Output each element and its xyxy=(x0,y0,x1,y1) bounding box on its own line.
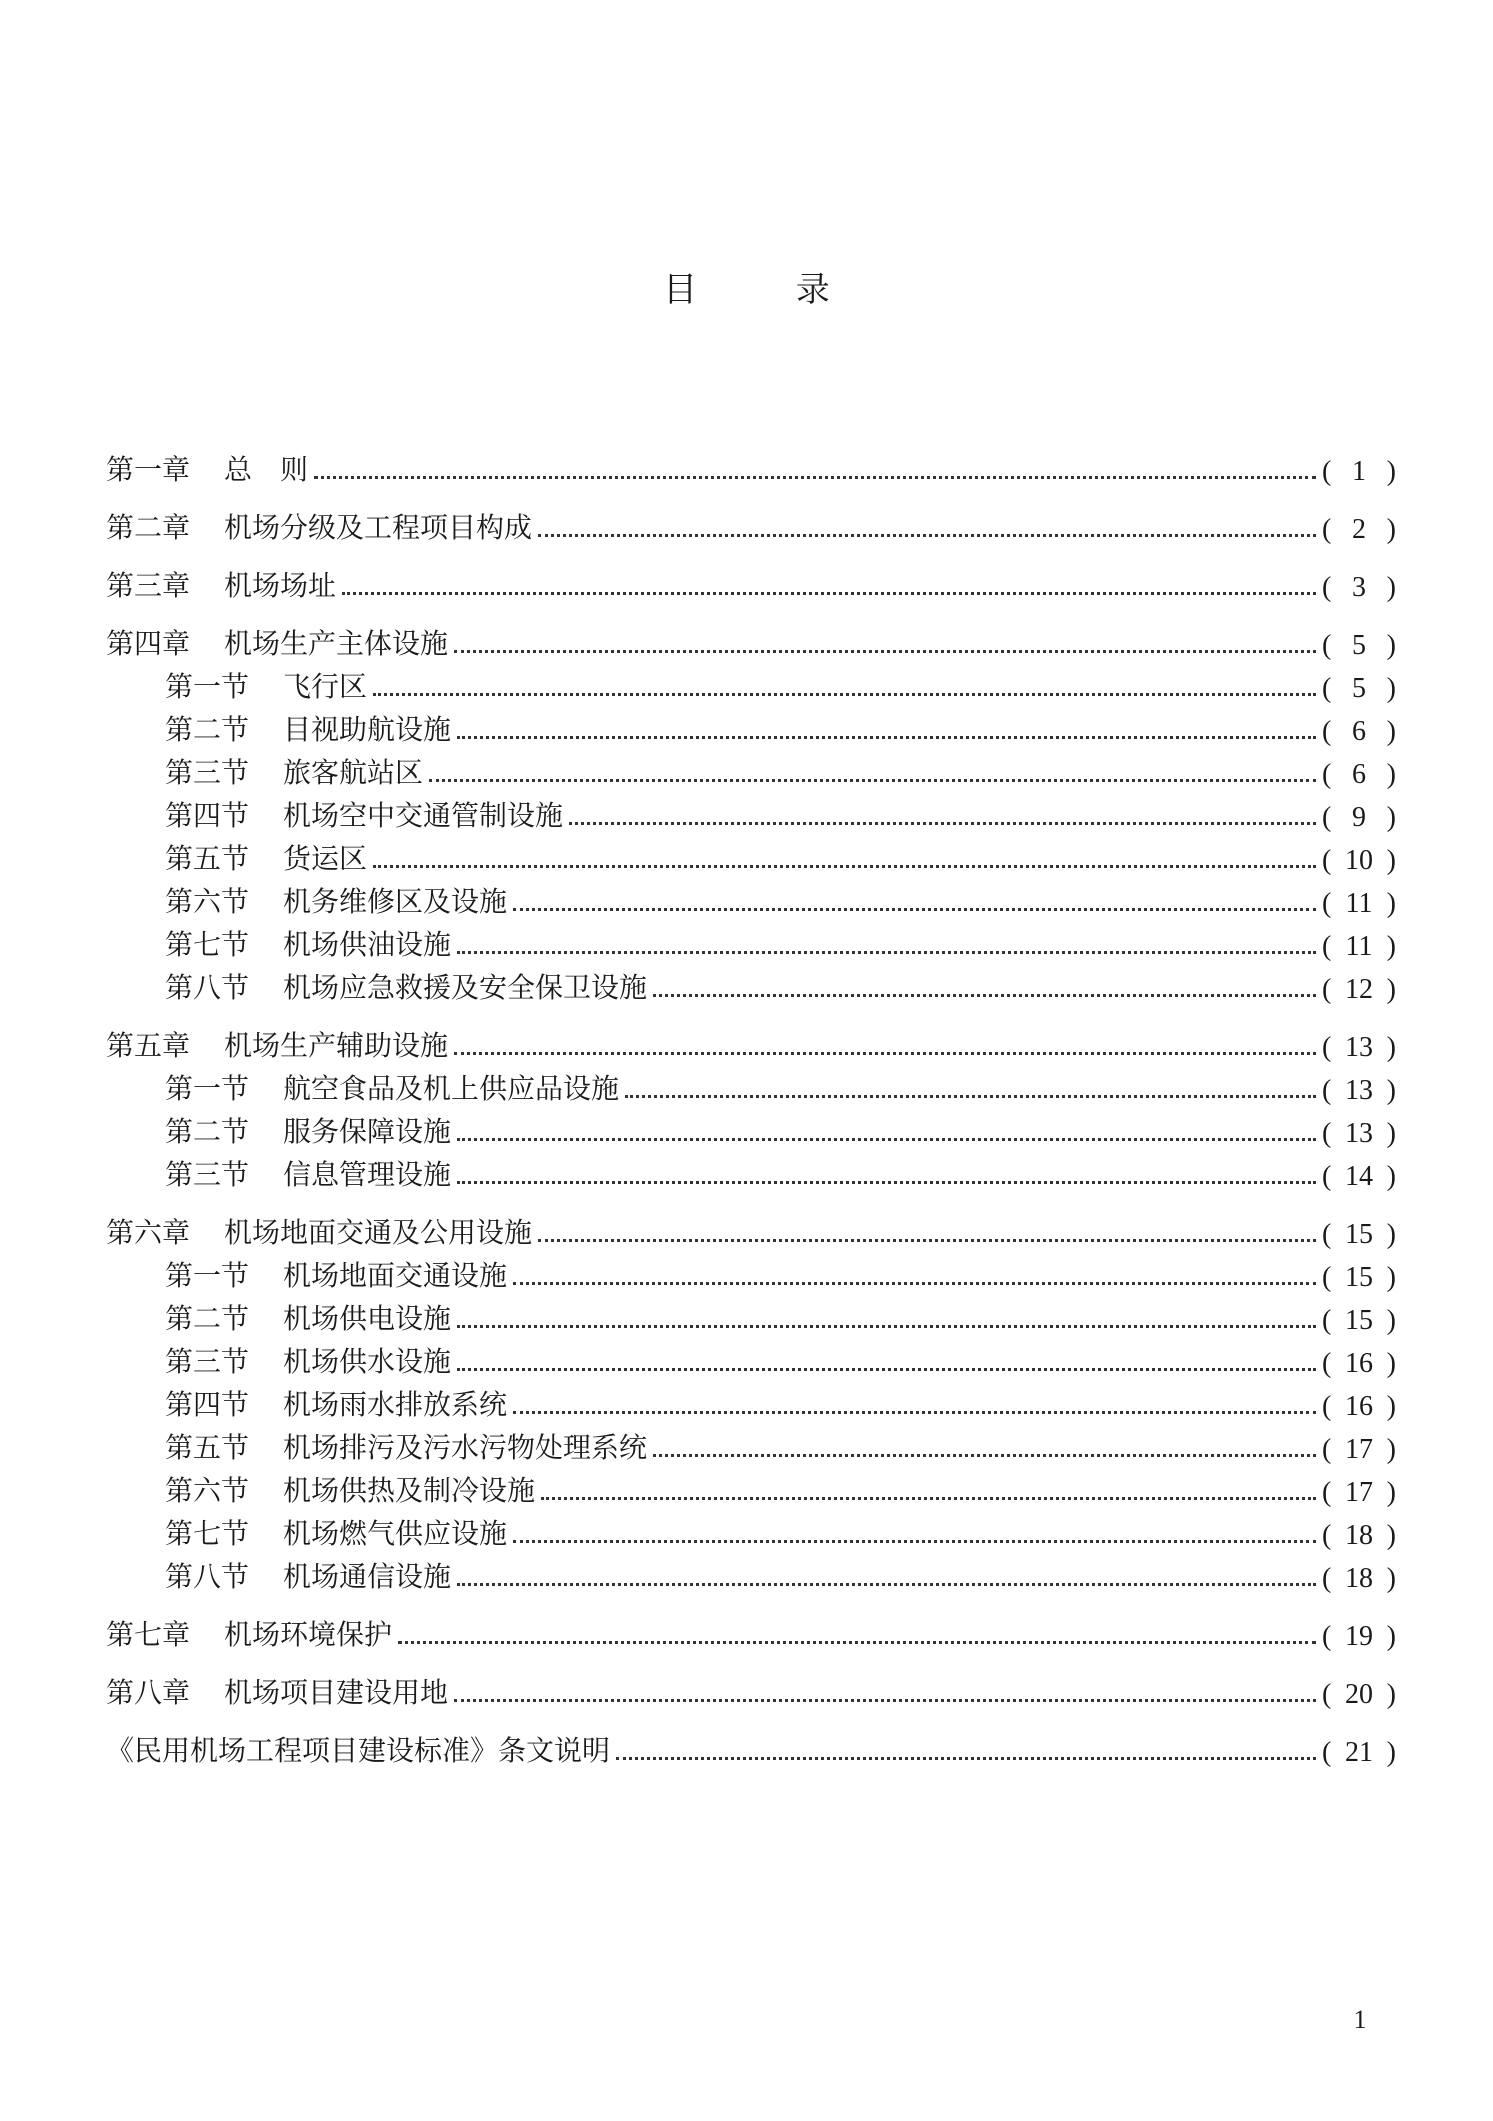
toc-entry-label xyxy=(106,1024,448,1064)
toc-page-ref xyxy=(1322,716,1396,748)
toc-section-entry[interactable] xyxy=(106,1107,1396,1150)
dot-leader xyxy=(538,1239,1316,1242)
page-ref-open-paren: ( xyxy=(1322,931,1332,962)
toc-page-ref xyxy=(1322,845,1396,877)
page-ref-open-paren: ( xyxy=(1322,759,1332,790)
toc-page-number: 6 xyxy=(1352,759,1366,790)
toc-entry-label xyxy=(165,1469,535,1509)
toc-entry-prefix: 第八节 xyxy=(165,1560,250,1593)
toc-page-ref xyxy=(1322,974,1396,1006)
toc-page-ref xyxy=(1322,931,1396,963)
toc-page-number: 9 xyxy=(1352,802,1366,833)
toc-entry-title: 飞行区 xyxy=(283,670,368,703)
page-ref-open-paren: ( xyxy=(1322,1305,1332,1336)
toc-chapter-entry[interactable] xyxy=(106,1595,1396,1653)
toc-page-number: 13 xyxy=(1345,1118,1373,1149)
toc-entry-title: 货运区 xyxy=(283,842,368,875)
toc-entry-title: 机场通信设施 xyxy=(283,1560,452,1593)
toc-entry-title: 机场应急救援及安全保卫设施 xyxy=(283,971,648,1004)
toc-page-number: 1 xyxy=(1352,456,1366,487)
toc-section-entry[interactable] xyxy=(106,877,1396,920)
toc-entry-title: 机场地面交通及公用设施 xyxy=(224,1216,533,1249)
toc-page-number: 16 xyxy=(1345,1348,1373,1379)
toc-entry-label xyxy=(106,506,532,546)
dot-leader xyxy=(398,1641,1316,1644)
page-ref-close-paren: ) xyxy=(1386,1679,1396,1710)
toc-entry-label xyxy=(106,1211,532,1251)
dot-leader xyxy=(373,865,1316,868)
toc-entry-label xyxy=(165,1067,619,1107)
toc-section-entry[interactable] xyxy=(106,662,1396,705)
page-ref-open-paren: ( xyxy=(1322,630,1332,661)
page-ref-close-paren: ) xyxy=(1386,845,1396,876)
toc-section-entry[interactable] xyxy=(106,1294,1396,1337)
toc-entry-title: 机场雨水排放系统 xyxy=(283,1388,508,1421)
toc-entry-prefix: 第四节 xyxy=(165,799,250,832)
toc-section-entry[interactable] xyxy=(106,748,1396,791)
dot-leader xyxy=(457,1583,1316,1586)
toc-page-number: 17 xyxy=(1345,1434,1373,1465)
toc-page-number: 15 xyxy=(1345,1305,1373,1336)
toc-entry-label xyxy=(165,1426,647,1466)
toc-entry-label xyxy=(165,1555,451,1595)
page-ref-open-paren: ( xyxy=(1322,1477,1332,1508)
toc-page-ref xyxy=(1322,888,1396,920)
toc-chapter-entry[interactable] xyxy=(106,546,1396,604)
toc-entry-label xyxy=(165,1254,507,1294)
toc-section-entry[interactable] xyxy=(106,1466,1396,1509)
toc-page-number: 11 xyxy=(1345,931,1373,962)
page-ref-close-paren: ) xyxy=(1386,1391,1396,1422)
toc-entry-prefix: 第三节 xyxy=(165,1345,250,1378)
toc-entry-label xyxy=(165,837,367,877)
dot-leader xyxy=(513,1282,1316,1285)
dot-leader xyxy=(454,1699,1316,1702)
page-ref-close-paren: ) xyxy=(1386,1032,1396,1063)
toc-section-entry[interactable] xyxy=(106,834,1396,877)
dot-leader xyxy=(457,736,1316,739)
dot-leader xyxy=(569,822,1316,825)
toc-page-ref xyxy=(1322,1161,1396,1193)
toc-entry-title: 《民用机场工程项目建设标准》条文说明 xyxy=(106,1734,611,1767)
page-ref-close-paren: ) xyxy=(1386,673,1396,704)
dot-leader xyxy=(457,1181,1316,1184)
toc-page-ref xyxy=(1322,1305,1396,1337)
page-number: 1 xyxy=(1353,2005,1367,2034)
toc-section-entry[interactable] xyxy=(106,705,1396,748)
page-ref-open-paren: ( xyxy=(1322,1262,1332,1293)
page-ref-open-paren: ( xyxy=(1322,514,1332,545)
dot-leader xyxy=(342,592,1316,595)
toc-page-ref xyxy=(1322,802,1396,834)
toc-entry-prefix: 第五节 xyxy=(165,1431,250,1464)
toc-page-ref xyxy=(1322,1563,1396,1595)
toc-page-ref xyxy=(1322,456,1396,488)
page-ref-open-paren: ( xyxy=(1322,1563,1332,1594)
toc-entry-label xyxy=(106,622,448,662)
toc-entry-prefix: 第一节 xyxy=(165,1072,250,1105)
toc-entry-prefix: 第六节 xyxy=(165,885,250,918)
toc-entry-title: 目视助航设施 xyxy=(283,713,452,746)
toc-entry-label xyxy=(165,1340,451,1380)
toc-page-number: 14 xyxy=(1345,1161,1373,1192)
page-ref-open-paren: ( xyxy=(1322,974,1332,1005)
toc-section-entry[interactable] xyxy=(106,1509,1396,1552)
toc-page-number: 3 xyxy=(1352,572,1366,603)
toc-entry-title: 总 则 xyxy=(224,453,309,486)
toc-entry-prefix: 第一节 xyxy=(165,1259,250,1292)
toc-entry-title: 机场生产辅助设施 xyxy=(224,1029,449,1062)
toc-page-number: 15 xyxy=(1345,1262,1373,1293)
page-ref-open-paren: ( xyxy=(1322,716,1332,747)
toc-page-number: 15 xyxy=(1345,1219,1373,1250)
toc-page-number: 5 xyxy=(1352,673,1366,704)
toc-page-ref xyxy=(1322,1118,1396,1150)
page-ref-open-paren: ( xyxy=(1322,1737,1332,1768)
page-ref-close-paren: ) xyxy=(1386,931,1396,962)
toc-chapter-entry[interactable] xyxy=(106,488,1396,546)
toc-entry-label xyxy=(165,665,367,705)
page-ref-close-paren: ) xyxy=(1386,888,1396,919)
page-ref-close-paren: ) xyxy=(1386,759,1396,790)
toc-entry-label xyxy=(165,923,451,963)
toc-page-number: 12 xyxy=(1345,974,1373,1005)
toc-entry-label xyxy=(106,1729,610,1769)
toc-entry-prefix: 第三节 xyxy=(165,756,250,789)
dot-leader xyxy=(513,908,1316,911)
toc-entry-prefix: 第三章 xyxy=(106,569,191,602)
toc-entry-prefix: 第六章 xyxy=(106,1216,191,1249)
dot-leader xyxy=(429,779,1316,782)
toc-page-number: 13 xyxy=(1345,1075,1373,1106)
page-ref-open-paren: ( xyxy=(1322,888,1332,919)
toc-entry-label xyxy=(165,1153,451,1193)
toc-entry-title: 服务保障设施 xyxy=(283,1115,452,1148)
toc-page-number: 18 xyxy=(1345,1563,1373,1594)
page-ref-open-paren: ( xyxy=(1322,1032,1332,1063)
page-ref-close-paren: ) xyxy=(1386,1520,1396,1551)
toc-chapter-entry[interactable] xyxy=(106,430,1396,488)
toc-page-ref xyxy=(1322,1032,1396,1064)
page-title: 目 录 xyxy=(663,270,874,310)
page-ref-open-paren: ( xyxy=(1322,1348,1332,1379)
toc-entry-prefix: 第二章 xyxy=(106,511,191,544)
page-ref-close-paren: ) xyxy=(1386,572,1396,603)
toc-page-number: 10 xyxy=(1345,845,1373,876)
dot-leader xyxy=(454,1052,1316,1055)
toc-section-entry[interactable] xyxy=(106,920,1396,963)
toc-page-ref xyxy=(1322,1219,1396,1251)
toc-entry-title: 信息管理设施 xyxy=(283,1158,452,1191)
toc-entry-title: 机场排污及污水污物处理系统 xyxy=(283,1431,648,1464)
toc-entry-prefix: 第二节 xyxy=(165,1302,250,1335)
toc-entry-prefix: 第二节 xyxy=(165,1115,250,1148)
page-ref-open-paren: ( xyxy=(1322,456,1332,487)
toc-entry-label xyxy=(165,708,451,748)
toc-section-entry[interactable] xyxy=(106,1150,1396,1193)
dot-leader xyxy=(513,1540,1316,1543)
toc-entry-prefix: 第一章 xyxy=(106,453,191,486)
page-ref-close-paren: ) xyxy=(1386,514,1396,545)
toc-page-number: 5 xyxy=(1352,630,1366,661)
dot-leader xyxy=(616,1757,1316,1760)
toc-page-ref xyxy=(1322,1434,1396,1466)
toc-section-entry[interactable] xyxy=(106,791,1396,834)
page-ref-open-paren: ( xyxy=(1322,572,1332,603)
page-ref-close-paren: ) xyxy=(1386,1348,1396,1379)
toc-section-entry[interactable] xyxy=(106,963,1396,1006)
page-ref-close-paren: ) xyxy=(1386,1219,1396,1250)
toc-entry-label xyxy=(165,880,507,920)
toc-entry-title: 机场空中交通管制设施 xyxy=(283,799,564,832)
toc-entry-prefix: 第八节 xyxy=(165,971,250,1004)
toc-entry-title: 航空食品及机上供应品设施 xyxy=(283,1072,620,1105)
toc-entry-label xyxy=(165,966,647,1006)
toc-entry-prefix: 第七节 xyxy=(165,1517,250,1550)
page-ref-close-paren: ) xyxy=(1386,1305,1396,1336)
page-ref-close-paren: ) xyxy=(1386,974,1396,1005)
page-ref-close-paren: ) xyxy=(1386,1118,1396,1149)
page-ref-open-paren: ( xyxy=(1322,1161,1332,1192)
page-ref-close-paren: ) xyxy=(1386,1075,1396,1106)
toc-page-ref xyxy=(1322,759,1396,791)
toc-entry-label xyxy=(106,1613,392,1653)
toc-entry-title: 机务维修区及设施 xyxy=(283,885,508,918)
toc-entry-title: 机场供水设施 xyxy=(283,1345,452,1378)
toc-page-number: 13 xyxy=(1345,1032,1373,1063)
toc-entry-label xyxy=(165,1383,507,1423)
page-ref-close-paren: ) xyxy=(1386,1262,1396,1293)
page-ref-open-paren: ( xyxy=(1322,845,1332,876)
toc-page-number: 2 xyxy=(1352,514,1366,545)
toc-entry-title: 机场供油设施 xyxy=(283,928,452,961)
dot-leader xyxy=(513,1411,1316,1414)
dot-leader xyxy=(541,1497,1316,1500)
toc-entry-prefix: 第一节 xyxy=(165,670,250,703)
toc-page-number: 21 xyxy=(1345,1737,1373,1768)
toc-page-ref xyxy=(1322,1262,1396,1294)
dot-leader xyxy=(625,1095,1316,1098)
toc-page-ref xyxy=(1322,1520,1396,1552)
toc-section-entry[interactable] xyxy=(106,1064,1396,1107)
page-ref-open-paren: ( xyxy=(1322,1118,1332,1149)
page-ref-open-paren: ( xyxy=(1322,1621,1332,1652)
dot-leader xyxy=(454,650,1316,653)
toc-entry-label xyxy=(106,564,336,604)
toc-entry-prefix: 第六节 xyxy=(165,1474,250,1507)
toc-page-number: 16 xyxy=(1345,1391,1373,1422)
toc-page-ref xyxy=(1322,1477,1396,1509)
toc-entry-title: 机场项目建设用地 xyxy=(224,1676,449,1709)
toc-chapter-entry[interactable] xyxy=(106,1006,1396,1064)
page-ref-close-paren: ) xyxy=(1386,1161,1396,1192)
dot-leader xyxy=(457,1368,1316,1371)
toc-page-ref xyxy=(1322,1075,1396,1107)
toc-page-number: 11 xyxy=(1345,888,1373,919)
page-ref-close-paren: ) xyxy=(1386,630,1396,661)
toc-entry-title: 机场燃气供应设施 xyxy=(283,1517,508,1550)
page-ref-close-paren: ) xyxy=(1386,1737,1396,1768)
toc-page-ref xyxy=(1322,572,1396,604)
toc-section-entry[interactable] xyxy=(106,1552,1396,1595)
toc-page-number: 17 xyxy=(1345,1477,1373,1508)
toc-entry-label xyxy=(165,1297,451,1337)
toc-page-number: 19 xyxy=(1345,1621,1373,1652)
page-ref-open-paren: ( xyxy=(1322,1219,1332,1250)
page-ref-open-paren: ( xyxy=(1322,1679,1332,1710)
page-ref-close-paren: ) xyxy=(1386,1434,1396,1465)
toc-entry-prefix: 第四章 xyxy=(106,627,191,660)
toc-entry-prefix: 第四节 xyxy=(165,1388,250,1421)
toc-page-ref xyxy=(1322,1737,1396,1769)
toc-entry-title: 机场供热及制冷设施 xyxy=(283,1474,536,1507)
toc-entry-prefix: 第七节 xyxy=(165,928,250,961)
page-ref-open-paren: ( xyxy=(1322,802,1332,833)
toc-page-number: 20 xyxy=(1345,1679,1373,1710)
toc-page-ref xyxy=(1322,673,1396,705)
toc-entry-prefix: 第八章 xyxy=(106,1676,191,1709)
page-ref-close-paren: ) xyxy=(1386,1563,1396,1594)
toc-entry-title: 旅客航站区 xyxy=(283,756,424,789)
toc-entry-prefix: 第三节 xyxy=(165,1158,250,1191)
toc-entry-title: 机场分级及工程项目构成 xyxy=(224,511,533,544)
toc-page-number: 18 xyxy=(1345,1520,1373,1551)
dot-leader xyxy=(653,994,1316,997)
toc-entry-label xyxy=(165,1512,507,1552)
toc-chapter-entry[interactable] xyxy=(106,1193,1396,1251)
toc-section-entry[interactable] xyxy=(106,1337,1396,1380)
page-ref-open-paren: ( xyxy=(1322,1434,1332,1465)
toc-chapter-entry[interactable] xyxy=(106,604,1396,662)
toc-entry-label xyxy=(106,448,308,488)
toc-entry-label xyxy=(165,751,423,791)
toc-entry-title: 机场环境保护 xyxy=(224,1618,393,1651)
dot-leader xyxy=(538,534,1316,537)
page-ref-open-paren: ( xyxy=(1322,1391,1332,1422)
page-ref-close-paren: ) xyxy=(1386,1621,1396,1652)
toc-entry-title: 机场场址 xyxy=(224,569,337,602)
toc-page-ref xyxy=(1322,514,1396,546)
toc-entry-prefix: 第五节 xyxy=(165,842,250,875)
toc-entry-title: 机场供电设施 xyxy=(283,1302,452,1335)
page-ref-open-paren: ( xyxy=(1322,1520,1332,1551)
dot-leader xyxy=(314,476,1316,479)
toc-page-number: 6 xyxy=(1352,716,1366,747)
page-ref-close-paren: ) xyxy=(1386,716,1396,747)
table-of-contents xyxy=(106,430,1396,1769)
page-ref-close-paren: ) xyxy=(1386,802,1396,833)
toc-page-ref xyxy=(1322,1679,1396,1711)
toc-entry-label xyxy=(106,1671,448,1711)
dot-leader xyxy=(457,1138,1316,1141)
page-ref-open-paren: ( xyxy=(1322,1075,1332,1106)
toc-page-ref xyxy=(1322,1348,1396,1380)
toc-section-entry[interactable] xyxy=(106,1380,1396,1423)
toc-entry-label xyxy=(165,1110,451,1150)
dot-leader xyxy=(457,1325,1316,1328)
toc-section-entry[interactable] xyxy=(106,1251,1396,1294)
toc-page-ref xyxy=(1322,1391,1396,1423)
dot-leader xyxy=(457,951,1316,954)
page-ref-close-paren: ) xyxy=(1386,1477,1396,1508)
dot-leader xyxy=(653,1454,1316,1457)
toc-page-ref xyxy=(1322,630,1396,662)
page-ref-open-paren: ( xyxy=(1322,673,1332,704)
toc-entry-prefix: 第五章 xyxy=(106,1029,191,1062)
toc-entry-title: 机场地面交通设施 xyxy=(283,1259,508,1292)
toc-page-ref xyxy=(1322,1621,1396,1653)
toc-section-entry[interactable] xyxy=(106,1423,1396,1466)
dot-leader xyxy=(373,693,1316,696)
toc-appendix-entry[interactable] xyxy=(106,1711,1396,1769)
toc-chapter-entry[interactable] xyxy=(106,1653,1396,1711)
toc-entry-title: 机场生产主体设施 xyxy=(224,627,449,660)
page-ref-close-paren: ) xyxy=(1386,456,1396,487)
toc-entry-prefix: 第二节 xyxy=(165,713,250,746)
toc-entry-prefix: 第七章 xyxy=(106,1618,191,1651)
toc-entry-label xyxy=(165,794,563,834)
